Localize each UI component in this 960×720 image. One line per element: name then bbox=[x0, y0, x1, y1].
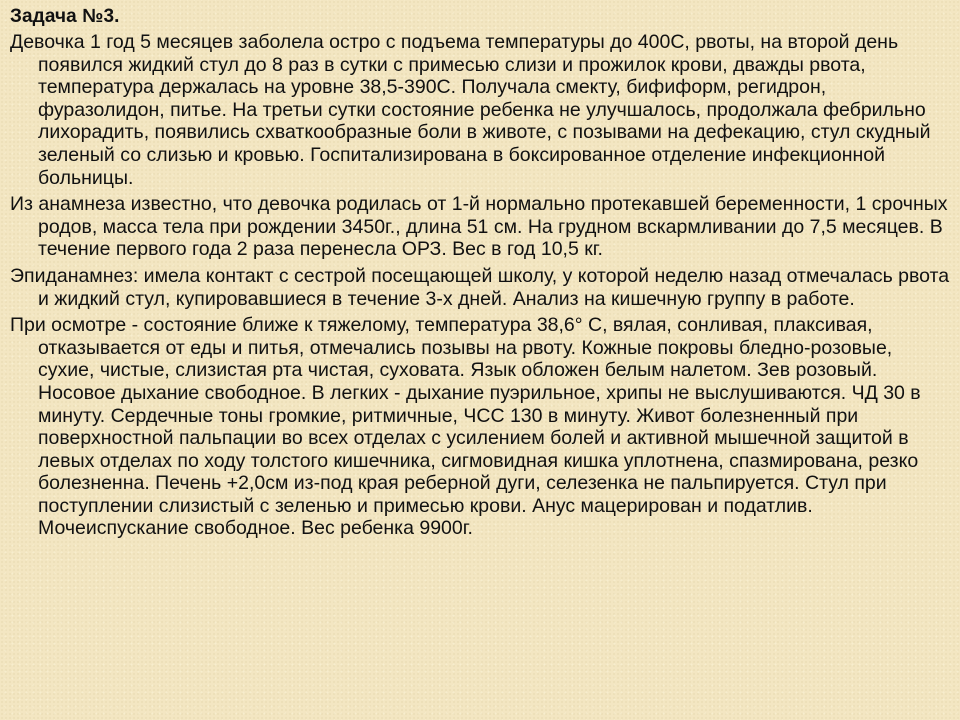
paragraph-examination: При осмотре - состояние ближе к тяжелому, температура 38,6° С, вялая, сонливая, плаксивая, отказывается от еды и питья, отмечались позывы на рвоту. Кожные покровы бледно-розовые, сухие, чистые, слизистая рта чистая, суховата. Язык обложен белым налетом. Зев розовый. Носовое дыхание свободное. В легких - дыхание пуэрильное, хрипы не выслушиваются. ЧД 30 в минуту. Сердечные тоны громкие, ритмичные, ЧСС 130 в минуту. Живот болезненный при поверхностной пальпации во всех отделах с усилением болей и активной мышечной защитой в левых отделах по ходу толстого кишечника, сигмовидная кишка уплотнена, спазмирована, резко болезненна. Печень +2,0см из-под края реберной дуги, селезенка не пальпируется. Стул при поступлении слизистый с зеленью и примесью крови. Анус мацерирован и податлив. Мочеиспускание свободное. Вес ребенка 9900г. bbox=[10, 314, 921, 540]
slide-title: Задача №3. bbox=[10, 6, 120, 27]
paragraph-anamnesis: Из анамнеза известно, что девочка родилась от 1-й нормально протекавшей беременности, 1 срочных родов, масса тела при рождении 3450г., длина 51 см. На грудном вскармливании до 7,5 месяцев. В течение первого года 2 раза перенесла ОРЗ. Вес в год 10,5 кг. bbox=[10, 193, 948, 261]
paragraph-epidemiology: Эпиданамнез: имела контакт с сестрой посещающей школу, у которой неделю назад отмечалась рвота и жидкий стул, купировавшиеся в течение 3-х дней. Анализ на кишечную группу в работе. bbox=[10, 264, 950, 310]
paragraph-complaints: Девочка 1 год 5 месяцев заболела остро с подъема температуры до 400С, рвоты, на второй день появился жидкий стул до 8 раз в сутки с примесью слизи и прожилок крови, дважды рвота, температура держалась на уровне 38,5-390С. Получала смекту, бифиформ, регидрон, фуразолидон, питье. На третьи сутки состояние ребенка не улучшалось, продолжала фебрильно лихорадить, появились схваткообразные боли в животе, с позывами на дефекацию, стул скудный зеленый со слизью и кровью. Госпитализирована в боксированное отделение инфекционной больницы. bbox=[10, 31, 931, 189]
